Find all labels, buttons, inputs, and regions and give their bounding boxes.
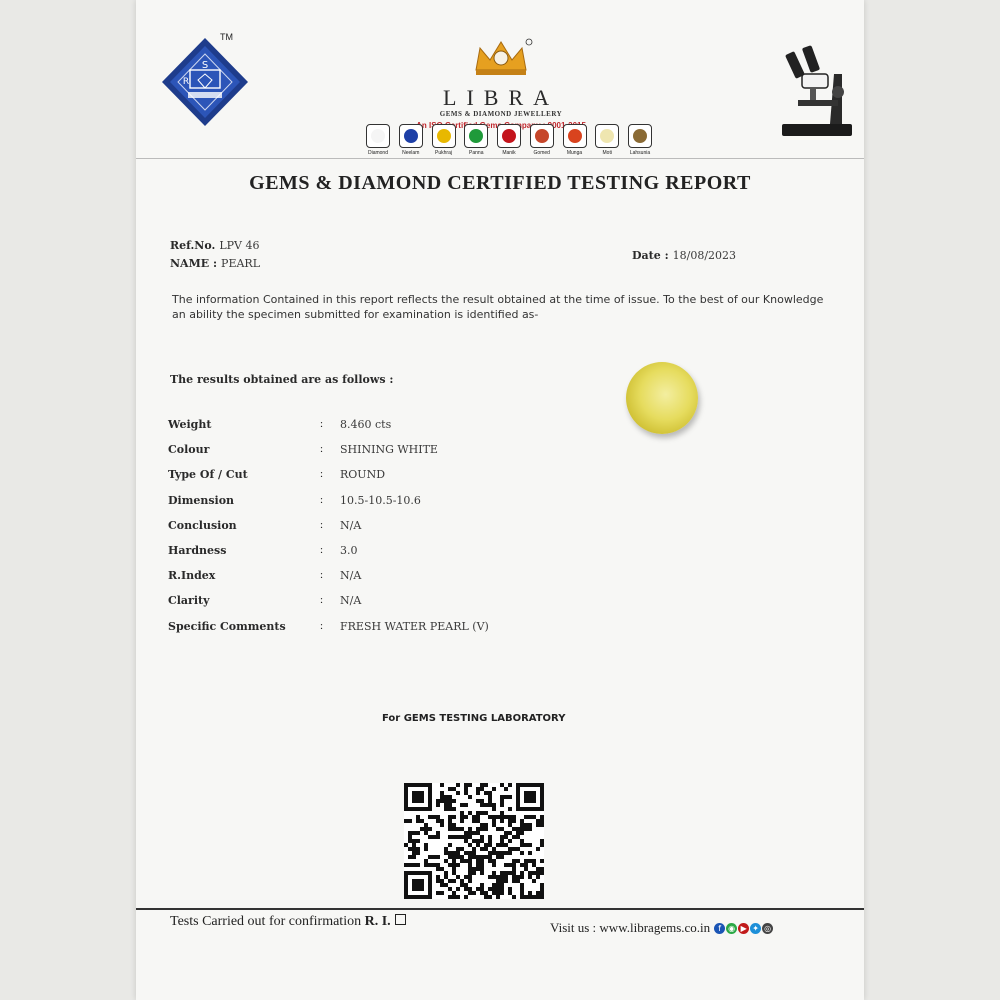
result-row-dimension <box>168 494 668 514</box>
date-label: Date : <box>632 249 669 262</box>
gem-gomed: Gomed <box>528 124 556 156</box>
ref-no-value: LPV 46 <box>219 239 260 252</box>
result-value: 8.460 cts <box>340 418 392 431</box>
result-row-rindex <box>168 569 668 589</box>
tests-confirmation <box>170 914 406 930</box>
gem-lahsunia-icon <box>633 129 647 143</box>
date-value: 18/08/2023 <box>672 249 737 262</box>
gem-strip <box>364 124 654 156</box>
iso-logo-icon <box>160 36 250 132</box>
gem-neelam: Neelam <box>397 124 425 156</box>
checkbox-icon <box>395 914 406 925</box>
ref-no <box>170 236 260 254</box>
specimen-name <box>170 254 260 272</box>
result-label: Dimension <box>168 494 235 507</box>
gem-panna: Panna <box>462 124 490 156</box>
name-value: PEARL <box>221 257 261 270</box>
header-divider <box>136 158 864 159</box>
facebook-icon[interactable]: f <box>714 923 725 934</box>
visit-website <box>550 920 773 936</box>
result-value: 3.0 <box>340 544 358 557</box>
gem-moti-icon <box>600 129 614 143</box>
result-value: SHINING WHITE <box>340 443 438 456</box>
result-row-hardness <box>168 544 668 564</box>
gem-moti: Moti <box>593 124 621 156</box>
svg-text:S: S <box>201 60 209 71</box>
brand-block <box>376 36 626 130</box>
result-row-type-cut <box>168 468 668 488</box>
result-value: N/A <box>340 569 362 582</box>
gem-munga-icon <box>568 129 582 143</box>
result-row-specific-comments <box>168 620 668 640</box>
results-heading: The results obtained are as follows : <box>170 373 394 386</box>
tests-text: Tests Carried out for confirmation <box>170 914 362 929</box>
social-icons <box>713 923 773 934</box>
gem-neelam-icon <box>404 129 418 143</box>
result-label: R.Index <box>168 569 216 582</box>
result-value: FRESH WATER PEARL (V) <box>340 620 489 633</box>
crown-logo-icon <box>466 36 536 78</box>
brand-subtitle: GEMS & DIAMOND JEWELLERY <box>439 110 563 118</box>
result-value: ROUND <box>340 468 386 481</box>
result-colon: : <box>320 569 324 581</box>
result-label: Colour <box>168 443 210 456</box>
qr-code-icon[interactable] <box>404 782 544 900</box>
result-value: 10.5-10.5-10.6 <box>340 494 421 507</box>
result-colon: : <box>320 494 324 506</box>
gem-pukhraj-icon <box>437 129 451 143</box>
result-colon: : <box>320 443 324 455</box>
gem-diamond-icon <box>371 129 385 143</box>
result-row-colour <box>168 443 668 463</box>
youtube-icon[interactable]: ▶ <box>738 923 749 934</box>
gem-pukhraj: Pukhraj <box>430 124 458 156</box>
website-link[interactable]: Visit us : www.libragems.co.in <box>550 920 711 935</box>
gem-manik-icon <box>502 129 516 143</box>
result-colon: : <box>320 519 324 531</box>
result-colon: : <box>320 620 324 632</box>
trademark-mark: TM <box>220 32 233 42</box>
gem-munga: Munga <box>561 124 589 156</box>
intro-paragraph: The information Contained in this report reflects the result obtained at the time of issue. To the best of our Knowledge an ability the specimen submitted for examination is identified as- <box>172 293 824 321</box>
brand-name: LIBRA <box>443 85 559 110</box>
certificate-paper <box>136 0 864 1000</box>
gem-manik: Manik <box>495 124 523 156</box>
twitter-icon[interactable]: ✦ <box>750 923 761 934</box>
gem-lahsunia: Lahsunia <box>626 124 654 156</box>
result-label: Conclusion <box>168 519 237 532</box>
result-value: N/A <box>340 519 362 532</box>
result-row-conclusion <box>168 519 668 539</box>
for-lab-signature-line: For GEMS TESTING LABORATORY <box>382 713 566 724</box>
result-row-clarity <box>168 594 668 614</box>
footer-divider <box>136 908 864 910</box>
microscope-icon <box>772 44 856 144</box>
result-label: Weight <box>168 418 212 431</box>
gem-gomed-icon <box>535 129 549 143</box>
result-colon: : <box>320 468 324 480</box>
brand-iso-text: Certified Gems Company <box>444 121 541 130</box>
gem-panna-icon <box>469 129 483 143</box>
result-colon: : <box>320 418 324 430</box>
whatsapp-icon[interactable]: ◉ <box>726 923 737 934</box>
result-colon: : <box>320 594 324 606</box>
result-label: Type Of / Cut <box>168 468 248 481</box>
ref-no-label: Ref.No. <box>170 239 216 252</box>
result-label: Hardness <box>168 544 227 557</box>
instagram-icon[interactable]: ◎ <box>762 923 773 934</box>
result-label: Clarity <box>168 594 210 607</box>
result-value: N/A <box>340 594 362 607</box>
gem-diamond: Diamond <box>364 124 392 156</box>
name-label: NAME : <box>170 257 218 270</box>
report-title: GEMS & DIAMOND CERTIFIED TESTING REPORT <box>249 172 751 194</box>
result-colon: : <box>320 544 324 556</box>
result-row-weight <box>168 418 668 438</box>
tests-bold: R. I. <box>364 914 391 929</box>
svg-text:R: R <box>182 77 190 87</box>
result-label: Specific Comments <box>168 620 286 633</box>
report-date <box>632 246 736 264</box>
